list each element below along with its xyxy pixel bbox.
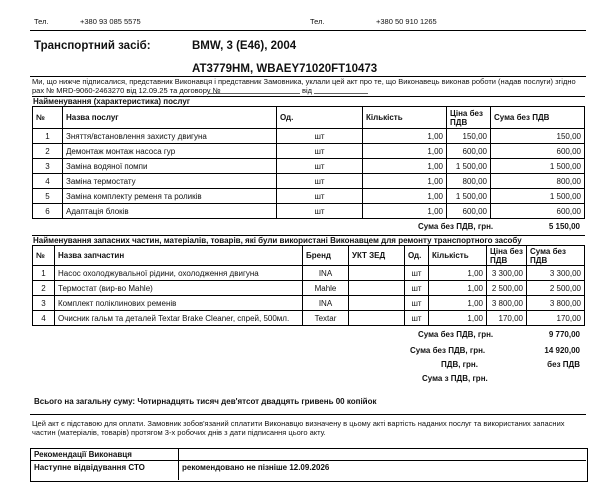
part-qty: 1,00 bbox=[429, 281, 487, 296]
service-name: Заміна комплекту ременя та роликів bbox=[63, 189, 277, 204]
service-qty: 1,00 bbox=[363, 159, 447, 174]
part-row bbox=[33, 281, 585, 296]
service-unit: шт bbox=[277, 189, 363, 204]
services-section-title: Найменування (характеристика) послуг bbox=[32, 96, 585, 107]
part-code bbox=[349, 266, 405, 281]
services-col-num: № bbox=[33, 107, 63, 129]
service-num: 4 bbox=[33, 174, 63, 189]
part-price: 3 300,00 bbox=[487, 266, 527, 281]
services-total-label: Сума без ПДВ, грн. bbox=[418, 222, 494, 231]
parts-col-unit: Од. bbox=[405, 246, 429, 266]
service-unit: шт bbox=[277, 174, 363, 189]
parts-col-sum: Сума без ПДВ bbox=[527, 246, 585, 266]
recommendations-row-divider bbox=[30, 460, 586, 461]
services-col-price: Ціна без ПДВ bbox=[447, 107, 491, 129]
part-qty: 1,00 bbox=[429, 311, 487, 326]
footer-note-line-2: частин (матеріалів, товарів) протягом 3-х робочих днів з дати підписання цього акту. bbox=[32, 428, 326, 437]
service-qty: 1,00 bbox=[363, 144, 447, 159]
parts-total-label: Сума без ПДВ, грн. bbox=[418, 330, 494, 339]
service-name: Зняття/встановлення захисту двигуна bbox=[63, 129, 277, 144]
service-price: 800,00 bbox=[447, 174, 491, 189]
part-row bbox=[33, 296, 585, 311]
services-col-name: Назва послуг bbox=[63, 107, 277, 129]
services-col-unit: Од. bbox=[277, 107, 363, 129]
part-sum: 3 300,00 bbox=[527, 266, 585, 281]
service-price: 1 500,00 bbox=[447, 189, 491, 204]
service-row bbox=[33, 189, 585, 204]
service-price: 600,00 bbox=[447, 204, 491, 219]
vehicle-label: Транспортний засіб: bbox=[34, 40, 151, 52]
part-name: Комплект поліклинових ременів bbox=[55, 296, 303, 311]
parts-col-name: Назва запчастин bbox=[55, 246, 303, 266]
intro-line-2-tail: від bbox=[302, 86, 313, 95]
vehicle-model: BMW, 3 (E46), 2004 bbox=[192, 40, 297, 52]
footer-divider bbox=[30, 414, 586, 415]
phone-label-2: Тел. bbox=[310, 17, 325, 26]
part-price: 3 800,00 bbox=[487, 296, 527, 311]
service-price: 150,00 bbox=[447, 129, 491, 144]
vat-value: без ПДВ bbox=[547, 360, 580, 369]
service-qty: 1,00 bbox=[363, 129, 447, 144]
footer-note-line-1: Цей акт є підставою для оплати. Замовник зобов'язаний сплатити Виконавцю визначену в цьому акті вартість наданих послуг та використаних запасних bbox=[32, 419, 565, 428]
service-name: Заміна водяної помпи bbox=[63, 159, 277, 174]
part-code bbox=[349, 311, 405, 326]
services-total-value: 5 150,00 bbox=[548, 222, 580, 231]
service-qty: 1,00 bbox=[363, 174, 447, 189]
intro-line-1: Ми, що нижче підписалися, представник Виконавця і представник Замовника, уклали цей акт про те, що Виконавець виконав роботи (надав послуги) згідно bbox=[32, 77, 576, 86]
service-name: Демонтаж монтаж насоса гур bbox=[63, 144, 277, 159]
service-price: 600,00 bbox=[447, 144, 491, 159]
part-num: 1 bbox=[33, 266, 55, 281]
part-num: 4 bbox=[33, 311, 55, 326]
services-header-row bbox=[33, 107, 585, 129]
part-name: Очисник гальм та деталей Textar Brake Cleaner, спрей, 500мл. bbox=[55, 311, 303, 326]
parts-col-num: № bbox=[33, 246, 55, 266]
part-name: Термостат (вир-во Mahle) bbox=[55, 281, 303, 296]
contract-number-underline bbox=[208, 93, 300, 94]
next-visit-value: рекомендовано не пізніше 12.09.2026 bbox=[182, 463, 330, 472]
contract-date-underline bbox=[314, 93, 368, 94]
grand-total-value: 14 920,00 bbox=[544, 346, 580, 355]
parts-col-qty: Кількість bbox=[429, 246, 487, 266]
part-name: Насос охолоджувальної рідини, охолодження двигуна bbox=[55, 266, 303, 281]
service-num: 1 bbox=[33, 129, 63, 144]
service-sum: 150,00 bbox=[491, 129, 585, 144]
header-divider bbox=[30, 30, 586, 31]
parts-section-title: Найменування запасних частин, матеріалів, товарів, які були використані Виконавцем для ремонту транспортного засобу bbox=[32, 235, 585, 246]
part-code bbox=[349, 296, 405, 311]
with-vat-label: Сума з ПДВ, грн. bbox=[422, 374, 488, 383]
service-sum: 1 500,00 bbox=[491, 159, 585, 174]
part-price: 170,00 bbox=[487, 311, 527, 326]
service-row bbox=[33, 159, 585, 174]
next-visit-label: Наступне відвідування СТО bbox=[34, 463, 145, 472]
total-in-words: Всього на загальну суму: Чотирнадцять тисяч дев'ятсот двадцять гривень 00 копійок bbox=[34, 397, 377, 406]
part-num: 3 bbox=[33, 296, 55, 311]
part-sum: 170,00 bbox=[527, 311, 585, 326]
service-name: Адаптація блоків bbox=[63, 204, 277, 219]
vat-label: ПДВ, грн. bbox=[441, 360, 478, 369]
part-qty: 1,00 bbox=[429, 296, 487, 311]
service-num: 6 bbox=[33, 204, 63, 219]
service-name: Заміна термостату bbox=[63, 174, 277, 189]
recommendations-label: Рекомендації Виконавця bbox=[34, 450, 132, 459]
service-qty: 1,00 bbox=[363, 189, 447, 204]
service-num: 3 bbox=[33, 159, 63, 174]
part-sum: 2 500,00 bbox=[527, 281, 585, 296]
service-qty: 1,00 bbox=[363, 204, 447, 219]
service-unit: шт bbox=[277, 204, 363, 219]
part-row bbox=[33, 266, 585, 281]
part-row bbox=[33, 311, 585, 326]
service-price: 1 500,00 bbox=[447, 159, 491, 174]
parts-col-price: Ціна без ПДВ bbox=[487, 246, 527, 266]
part-unit: шт bbox=[405, 311, 429, 326]
part-brand: INA bbox=[303, 296, 349, 311]
part-price: 2 500,00 bbox=[487, 281, 527, 296]
grand-total-label: Сума без ПДВ, грн. bbox=[410, 346, 486, 355]
part-brand: Textar bbox=[303, 311, 349, 326]
part-num: 2 bbox=[33, 281, 55, 296]
service-row bbox=[33, 144, 585, 159]
service-row bbox=[33, 129, 585, 144]
parts-header-row bbox=[33, 246, 585, 266]
parts-col-brand: Бренд bbox=[303, 246, 349, 266]
recommendations-col-divider bbox=[178, 448, 179, 480]
service-row bbox=[33, 174, 585, 189]
service-num: 5 bbox=[33, 189, 63, 204]
part-unit: шт bbox=[405, 296, 429, 311]
service-sum: 1 500,00 bbox=[491, 189, 585, 204]
service-sum: 800,00 bbox=[491, 174, 585, 189]
part-code bbox=[349, 281, 405, 296]
parts-total-value: 9 770,00 bbox=[548, 330, 580, 339]
service-row bbox=[33, 204, 585, 219]
parts-col-code: УКТ ЗЕД bbox=[349, 246, 405, 266]
service-sum: 600,00 bbox=[491, 204, 585, 219]
service-unit: шт bbox=[277, 129, 363, 144]
part-sum: 3 800,00 bbox=[527, 296, 585, 311]
part-unit: шт bbox=[405, 266, 429, 281]
phone-value-1: +380 93 085 5575 bbox=[80, 17, 141, 26]
vehicle-plate-vin: AT3779HM, WBAEY71020FT10473 bbox=[192, 63, 378, 75]
services-col-qty: Кількість bbox=[363, 107, 447, 129]
part-qty: 1,00 bbox=[429, 266, 487, 281]
part-brand: Mahle bbox=[303, 281, 349, 296]
intro-line-2: рах № MRD-9060-2463270 від 12.09.25 та договору № bbox=[32, 86, 221, 95]
services-table bbox=[32, 106, 585, 219]
service-unit: шт bbox=[277, 144, 363, 159]
part-brand: INA bbox=[303, 266, 349, 281]
service-unit: шт bbox=[277, 159, 363, 174]
service-num: 2 bbox=[33, 144, 63, 159]
service-sum: 600,00 bbox=[491, 144, 585, 159]
part-unit: шт bbox=[405, 281, 429, 296]
parts-table bbox=[32, 245, 585, 326]
phone-value-2: +380 50 910 1265 bbox=[376, 17, 437, 26]
services-col-sum: Сума без ПДВ bbox=[491, 107, 585, 129]
phone-label-1: Тел. bbox=[34, 17, 49, 26]
